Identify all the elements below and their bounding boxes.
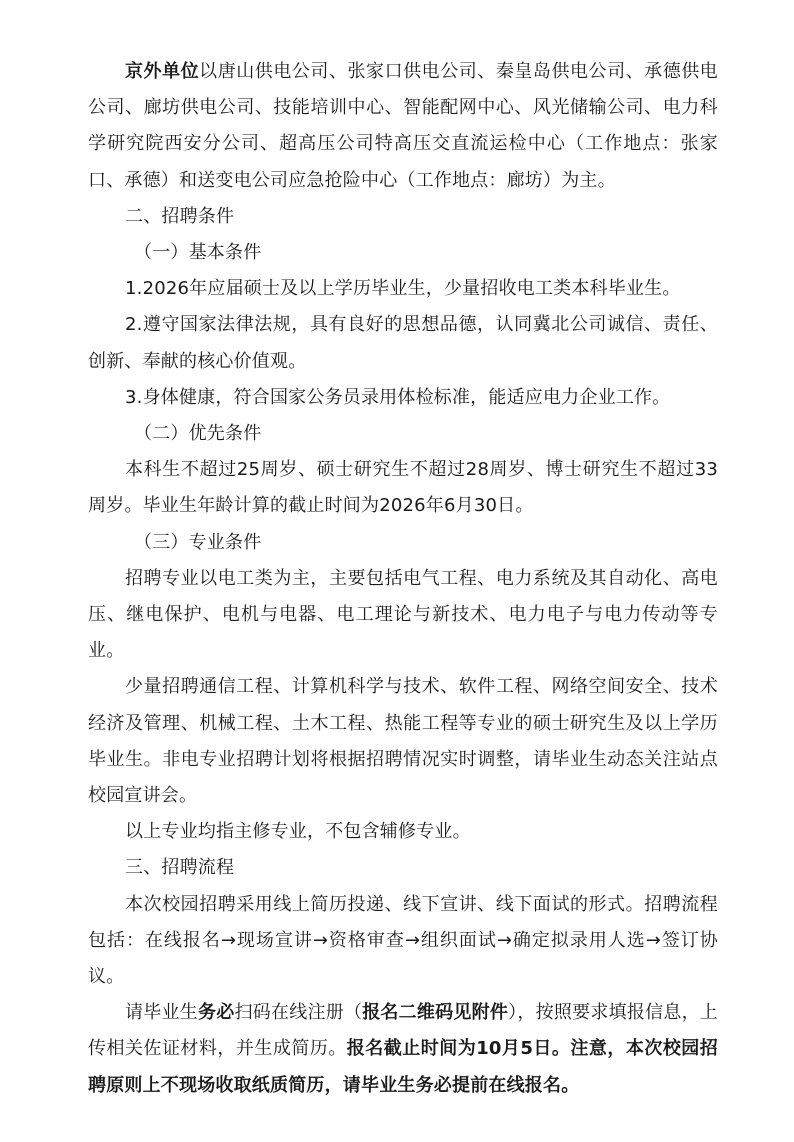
major-condition-note: 以上专业均指主修专业，不包含辅修专业。 — [125, 821, 471, 843]
jingwai-units-label: 京外单位 — [125, 61, 200, 82]
priority-condition-age: 本科生不超过25周岁、硕士研究生不超过28周岁、博士研究生不超过33周岁。毕业生年龄计算的截止时间为2026年6月30日。 — [88, 459, 718, 517]
subsection-title-major-conditions: （三）专业条件 — [134, 531, 262, 553]
process-registration — [88, 995, 718, 1104]
document-page — [88, 54, 718, 1104]
basic-condition-3: 3.身体健康，符合国家公务员录用体检标准，能适应电力企业工作。 — [125, 386, 671, 408]
major-condition-electrical: 招聘专业以电工类为主，主要包括电气工程、电力系统及其自动化、高电压、继电保护、电机与电器、电工理论与新技术、电力电子与电力传动等专业。 — [88, 567, 718, 662]
registration-qrcode-note: 报名二维码见附件 — [362, 1002, 509, 1024]
subsection-title-basic-conditions: （一）基本条件 — [134, 242, 262, 264]
process-description: 本次校园招聘采用线上简历投递、线下宣讲、线下面试的形式。招聘流程包括：在线报名→现场宣讲→资格审查→组织面试→确定拟录用人选→签订协议。 — [88, 893, 718, 988]
registration-must-bold: 务必 — [197, 1002, 235, 1024]
section-title-recruitment-conditions: 二、招聘条件 — [125, 205, 235, 227]
jingwai-units-text: 以唐山供电公司、张家口供电公司、秦皇岛供电公司、承德供电公司、廊坊供电公司、技能培训中心、智能配网中心、风光储输公司、电力科学研究院西安分公司、超高压公司特高压交直流运检中心（工作地点：张家口、承德）和送变电公司应急抢险中心（工作地点：廊坊）为主。 — [88, 61, 718, 191]
basic-condition-2: 2.遵守国家法律法规，具有良好的思想品德，认同冀北公司诚信、责任、创新、奉献的核心价值观。 — [88, 314, 718, 372]
registration-text-1: 请毕业生 — [125, 1002, 198, 1024]
registration-deadline-notice: 报名截止时间为10月5日。注意，本次校园招聘原则上不现场收取纸质简历，请毕业生务必提前在线报名。 — [88, 1038, 718, 1096]
major-condition-non-electrical: 少量招聘通信工程、计算机科学与技术、软件工程、网络空间安全、技术经济及管理、机械工程、土木工程、热能工程等专业的硕士研究生及以上学历毕业生。非电专业招聘计划将根据招聘情况实时调整，请毕业生动态关注站点校园宣讲会。 — [88, 676, 718, 807]
registration-text-2: 扫码在线注册（ — [234, 1002, 363, 1024]
registration-text-3: ），按照要求填报信息，上传相关佐证材料，并生成简历。 — [88, 1002, 719, 1060]
section-title-recruitment-process: 三、招聘流程 — [125, 857, 235, 879]
basic-condition-1: 1.2026年应届硕士及以上学历毕业生，少量招收电工类本科毕业生。 — [125, 278, 681, 300]
subsection-title-priority-conditions: （二）优先条件 — [134, 423, 262, 445]
paragraph-jingwai-units — [88, 54, 718, 199]
